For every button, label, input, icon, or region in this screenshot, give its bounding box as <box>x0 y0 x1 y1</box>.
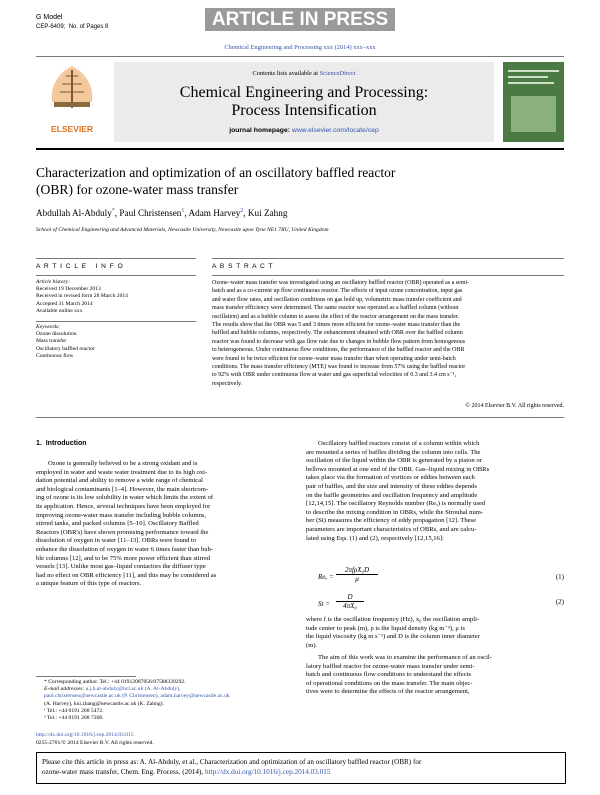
history-item: Received 19 December 2013 <box>36 286 101 293</box>
body-line: ing of ozone is its low solubility in water which limits the extent of <box>36 494 214 502</box>
abstract-line: mass transfer efficiency were determined. The same reactor was operated as a baffled column (without <box>212 305 459 312</box>
journal-name-line2: Process Intensification <box>231 102 377 119</box>
body-line: the liquid viscosity (kg m s⁻¹) and D is the column inner diameter <box>306 633 480 641</box>
equation-1-numerator: 2πfρX₀D <box>336 566 378 575</box>
equation-1-number: (1) <box>555 573 564 581</box>
author-name[interactable]: Adam Harvey <box>188 208 241 219</box>
author-name[interactable]: Paul Christensen <box>119 208 182 219</box>
title-line2: (OBR) for ozone-water mass transfer <box>36 182 239 197</box>
body-line: takes place via the formation of vortices or eddies between each <box>306 474 475 482</box>
body-line: (m). <box>306 641 318 649</box>
issn-line: 0255-2701/© 2014 Elsevier B.V. All rights reserved. <box>36 740 154 746</box>
body-line: parameters are important characteristics of OBRs, and are calcu- <box>306 525 477 533</box>
body-line: pair of baffles, and the size and intensity of these eddies depends <box>306 482 477 490</box>
intro-right-column-b <box>306 616 564 650</box>
article-title <box>36 164 576 198</box>
abstract-rule-mid <box>212 275 564 276</box>
contents-line <box>114 70 494 77</box>
equation-1-lhs: Reₒ = <box>318 573 334 581</box>
body-line: enhance the dissolution of oxygen in water 6 times faster than bub- <box>36 545 214 553</box>
footnotes <box>44 679 299 722</box>
body-line: vessels [13]. Unlike most gas–liquid contactors the diffuser type <box>36 563 206 571</box>
homepage-url[interactable]: www.elsevier.com/locate/cep <box>291 127 379 134</box>
cite-text <box>42 757 560 777</box>
email-address[interactable]: paul.christensen@newcastle.ac.uk (P. Christensen), adam.harvey@newcastle.ac.uk <box>44 693 230 700</box>
abstract-copyright: © 2014 Elsevier B.V. All rights reserved. <box>465 403 564 409</box>
info-rule-mid <box>36 275 196 276</box>
email-address: (A. Harvey), kui.zhang@newcastle.ac.uk (K. Zahng). <box>44 700 164 707</box>
author-name[interactable]: Abdullah Al-Abduly <box>36 208 112 219</box>
equation-1-fraction <box>336 566 378 583</box>
abstract-line: Ozone–water mass transfer was investigated using an oscillatory baffled reactor (OBR) operated as a semi- <box>212 280 470 286</box>
affiliation: School of Chemical Engineering and Advanced Materials, Newcastle University, Newcastle upon Tyne NE1 7RU, United Kingdom <box>36 227 329 233</box>
body-line: are mounted a series of baffles dividing the column into cells. The <box>306 448 481 456</box>
body-line: latory baffled reactor for ozone-water mass transfer under semi- <box>306 662 475 670</box>
author-name[interactable]: Kui Zahng <box>247 208 288 219</box>
pages-label: No. of Pages 8 <box>68 24 109 30</box>
abstract-rule-bottom <box>36 417 564 418</box>
abstract-line: were found to be twice efficient for ozone–water mass transfer than when operating under semi-batch <box>212 355 456 362</box>
equation-2-fraction <box>336 593 364 610</box>
body-line: a unique feature of this type of reactors. <box>36 580 142 588</box>
body-line: and biological contaminants [1–4]. However, the main shortcom- <box>36 485 209 493</box>
title-line1: Characterization and optimization of an oscillatory baffled reactor <box>36 165 396 180</box>
abstract-heading: A B S T R A C T <box>212 263 274 270</box>
journal-cover <box>503 62 564 142</box>
equation-2-lhs: St = <box>318 600 330 608</box>
body-line: dation potential and ability to remove a wide range of chemical <box>36 477 203 485</box>
abstract-line: and water flow rates, and oscillation conditions on gas hold up, volumetric mass transfer coefficient and <box>212 296 462 303</box>
author-mark[interactable]: * <box>111 208 115 214</box>
equation-1-denominator: μ <box>355 575 359 583</box>
history-item: Received in revised form 28 March 2014 <box>36 293 128 300</box>
body-line: where f is the oscillation frequency (Hz), x₀ the oscillation ampli- <box>306 616 480 623</box>
telephone-note: ¹ Tel.: +44 0191 208 5472. <box>44 707 104 714</box>
history-item: Available online xxx <box>36 307 83 314</box>
body-line: ber (St) measures the efficiency of eddy propagation [12]. These <box>306 517 477 525</box>
elsevier-logo <box>36 62 108 124</box>
body-line: to describe the mixing condition in OBRs, while the Strouhal num- <box>306 508 484 516</box>
homepage-label: journal homepage: <box>229 127 291 134</box>
body-line: The aim of this work was to examine the performance of an oscil- <box>318 654 492 661</box>
body-line: oscillation of the liquid within the OBR is generated by a piston or <box>306 457 482 465</box>
footnote-rule <box>36 676 136 677</box>
body-line: improving ozone-water mass transfer including bubble columns, <box>36 511 207 519</box>
history-item: Accepted 31 March 2014 <box>36 300 93 307</box>
body-line: tude center to peak (m), ρ is the liquid density (kg m⁻³), μ is <box>306 624 465 632</box>
keyword-item: Mass transfer <box>36 338 67 345</box>
abstract-rule-top <box>212 258 564 259</box>
article-info-heading: A R T I C L E I N F O <box>36 263 124 270</box>
contents-prefix: Contents lists available at <box>252 70 319 77</box>
keywords-label: Keywords: <box>36 324 61 330</box>
header-rule-top <box>36 56 564 57</box>
body-line: on the baffle geometries and oscillation frequency and amplitude <box>306 491 478 499</box>
keywords <box>36 324 196 360</box>
history-label: Article history: <box>36 279 71 285</box>
email-label: E-mail addresses: <box>44 686 85 693</box>
body-line: lated using Eqs. (1) and (2), respectively [12,15,16]: <box>306 534 444 542</box>
abstract-line: oscillation) and as a bubble column to assess the effect of the reactor arrangement on the mass transfer. <box>212 313 460 320</box>
body-line: Ozone is generally believed to be a strong oxidant and is <box>48 460 198 467</box>
abstract-line: to heterogeneous. Under continuous flow conditions, the performance of the baffled reactor and the OBR <box>212 347 465 354</box>
equation-2-number: (2) <box>555 598 564 606</box>
publisher-name: ELSEVIER <box>50 124 94 134</box>
citation-line[interactable]: Chemical Engineering and Processing xxx (2014) xxx–xxx <box>224 44 376 51</box>
author-mark[interactable]: 1 <box>181 208 185 214</box>
body-line: had no effect on OBR efficiency [11], and this may be considered as <box>36 571 217 579</box>
abstract-line: conditions. The mass transfer efficiency (MTE) was found to increase from 57% using the baffled reactor <box>212 364 466 371</box>
journal-name <box>114 84 494 120</box>
homepage-line <box>114 127 494 134</box>
section-heading-introduction: 1. Introduction <box>36 440 87 447</box>
abstract-line: reactor was found to decrease with gas flow rate due to changes in bubble flow pattern from homogenous <box>212 338 466 345</box>
doi-link[interactable]: http://dx.doi.org/10.1016/j.cep.2014.03.015 <box>36 732 134 738</box>
abstract-text <box>212 279 564 388</box>
journal-name-line1: Chemical Engineering and Processing: <box>179 84 429 101</box>
body-line: Reactors (OBR's) have shown promising performance toward the <box>36 528 209 536</box>
sciencedirect-link[interactable]: ScienceDirect <box>319 70 356 77</box>
abstract-line: The results show that the OBR was 5 and 3 times more efficient for ozone–water mass transfer than the <box>212 322 461 329</box>
cite-doi-link[interactable]: http://dx.doi.org/10.1016/j.cep.2014.03.015 <box>204 768 331 776</box>
intro-left-column <box>36 460 294 589</box>
article-in-press-banner: ARTICLE IN PRESS <box>205 8 395 31</box>
article-code <box>36 24 108 30</box>
body-line: Oscillatory baffled reactors consist of a column within which <box>318 440 480 447</box>
email-address[interactable]: a.j.h.al-abduly@ncl.ac.uk (A. Al-Abduly), <box>85 686 181 693</box>
body-line: bellows mounted at one end of the OBR. Gas–liquid mixing in OBRs <box>306 465 490 473</box>
info-rule-keywords <box>36 321 196 322</box>
cite-line1: Please cite this article in press as: A. Al-Abduly, et al., Characterization and optimization of an oscillatory baffled reactor (OBR) for <box>42 758 422 766</box>
author-mark[interactable]: 2 <box>240 208 244 214</box>
equation-2-denominator: 4πX₀ <box>343 602 357 610</box>
abstract-line: batch and as a co-current up flow continuous reactor. The effects of input ozone concentration, input gas <box>212 288 463 295</box>
cite-line2-prefix: ozone-water mass transfer, Chem. Eng. Process. (2014), <box>42 768 204 776</box>
code-label: CEP-6409; <box>36 24 66 30</box>
keyword-item: Ozone dissolution <box>36 331 77 338</box>
info-rule-top <box>36 258 196 259</box>
intro-right-column-a <box>306 440 564 543</box>
body-line: batch and continuous flow conditions to understand the effects <box>306 671 472 679</box>
cite-line2 <box>42 767 560 777</box>
intro-right-column-c <box>306 654 564 697</box>
body-line: of operational conditions on the mass transfer. The main objec- <box>306 679 473 687</box>
body-line: tives were to determine the effects of the reactor arrangement, <box>306 688 470 696</box>
body-line: ble columns [12], and to be 75% more power efficient than stirred <box>36 554 211 562</box>
author-list: Abdullah Al-Abduly*, Paul Christensen$^1$, Adam Harvey$^2$, Kui Zahng <box>36 208 288 219</box>
corresponding-author: * Corresponding author. Tel.: +44 01912087056/07588339292. <box>44 679 186 685</box>
body-line: dissolution of oxygen in water [11–13]. OBRs were found to <box>36 537 197 545</box>
abstract-line: to 92% with OBR under continuous flow at water and gas superficial velocities of 0.3 and 3.4 cm s⁻¹, <box>212 372 457 379</box>
keyword-item: Continuous flow <box>36 352 74 359</box>
article-history <box>36 279 196 315</box>
telephone-note: ² Tel.: +44 0191 208 7268. <box>44 715 104 722</box>
abstract-line: baffled and bubble columns, respectively. The enhancement obtained with OBR over the baffled column <box>212 330 463 337</box>
equation-2-numerator: D <box>336 593 364 602</box>
body-line: employed in water and waste water treatment due to its high oxi- <box>36 468 208 476</box>
keyword-item: Oscillatory baffled reactor <box>36 345 95 352</box>
abstract-line: respectively. <box>212 380 243 387</box>
header-rule-bottom <box>36 148 564 150</box>
body-line: [12,14,15]. The oscillatory Reynolds number (Reₒ) is normally used <box>306 500 486 508</box>
model-label: G Model <box>36 14 63 21</box>
body-line: stirred tanks, and packed columns [5–10]. Oscillatory Baffled <box>36 520 199 528</box>
body-line: its application. Hence, several techniques have been employed for <box>36 502 211 510</box>
